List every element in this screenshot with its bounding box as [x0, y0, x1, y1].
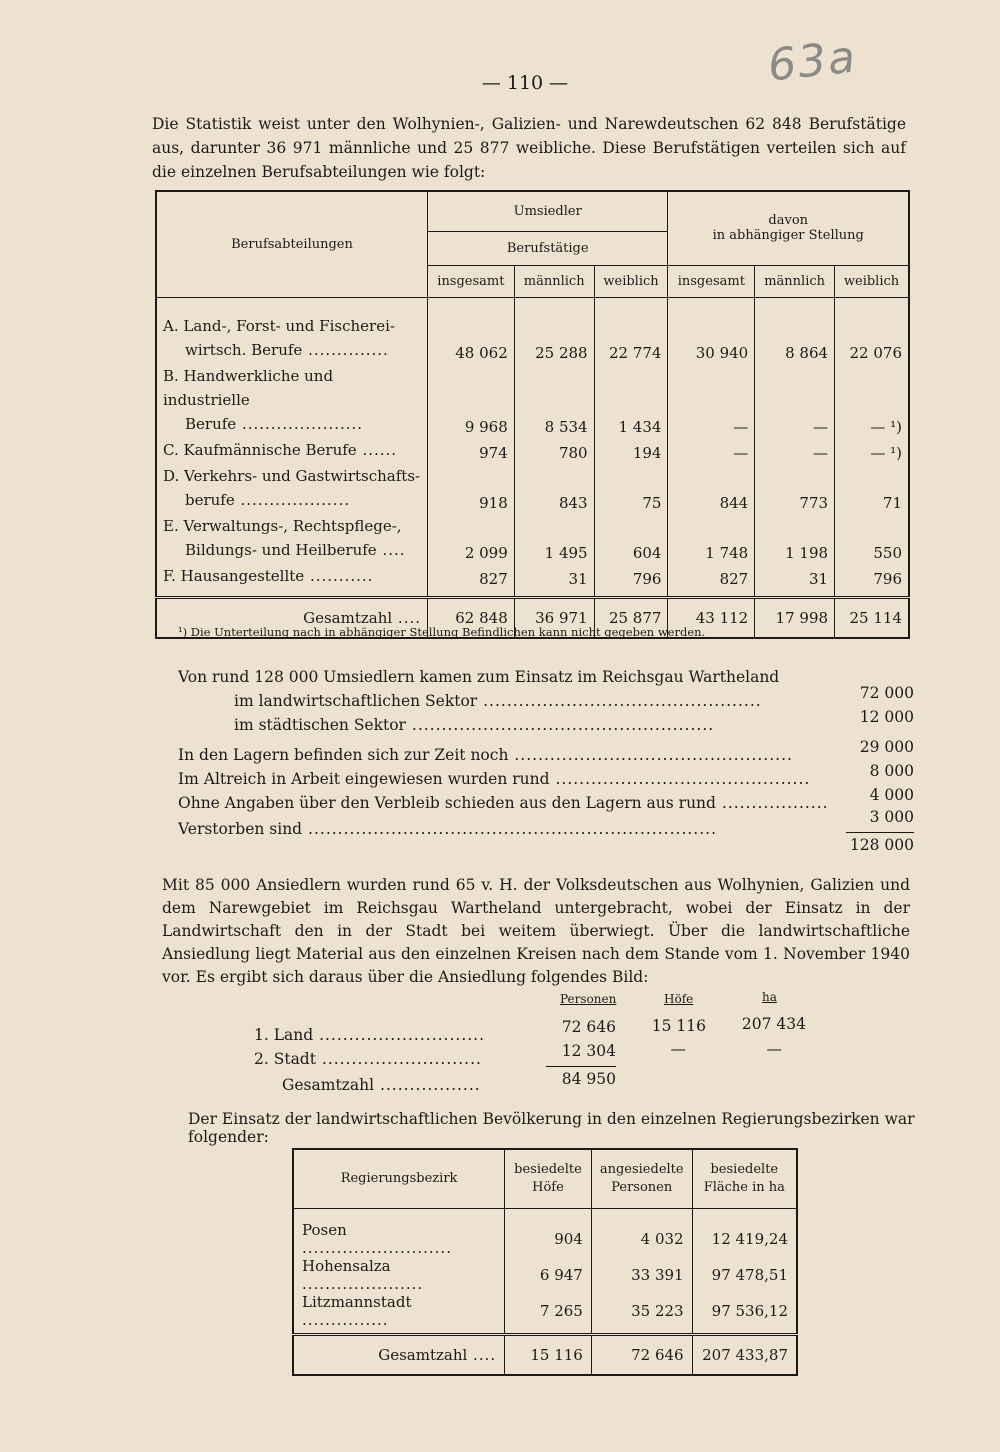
table-cell: 33 391: [591, 1257, 692, 1293]
table-cell: 31: [514, 564, 594, 598]
table-cell: 550: [835, 514, 909, 564]
table-cell: —: [668, 364, 755, 438]
table-cell: 844: [668, 464, 755, 514]
table-row: [156, 564, 909, 598]
summary-rule: [546, 1066, 616, 1067]
table-cell: 843: [514, 464, 594, 514]
list-intro: Von rund 128 000 Umsiedlern kamen zum Einsatz im Reichsgau Wartheland: [178, 668, 780, 686]
table-cell: 604: [594, 514, 668, 564]
total-label: Gesamtzahl ....: [293, 1335, 505, 1376]
table-cell: 25 288: [514, 297, 594, 364]
table-cell: 1 198: [755, 514, 835, 564]
table-cell: 773: [755, 464, 835, 514]
summary-label: 2. Stadt ...........................: [254, 1050, 482, 1068]
list-item-value: 72 000: [859, 684, 914, 702]
table-cell: 827: [668, 564, 755, 598]
table-cell: 1 434: [594, 364, 668, 438]
table-cell: 796: [594, 564, 668, 598]
row-label: B. Handwerkliche und industrielle Berufe .....................: [156, 364, 428, 438]
list-item-label: Ohne Angaben über den Verbleib schieden aus den Lagern aus rund ..................: [178, 794, 829, 812]
table-cell: 97 478,51: [692, 1257, 797, 1293]
summary-value: 207 434: [741, 1015, 806, 1033]
total-cell: 36 971: [514, 597, 594, 638]
list-item-value: 12 000: [859, 708, 914, 726]
intro-paragraph: Die Statistik weist unter den Wolhynien-, Galizien- und Narewdeutschen 62 848 Berufstätige aus, darunter 36 971 männliche und 25 877 weibliche. Diese Berufstätigen verteilen sich auf die einzelnen Berufsabteilungen wie folgt:: [152, 115, 906, 181]
total-cell: 62 848: [428, 597, 515, 638]
table-cell: 8 534: [514, 364, 594, 438]
table-row: [156, 297, 909, 364]
table-cell: 75: [594, 464, 668, 514]
table-cell: 48 062: [428, 297, 515, 364]
list-total: 128 000: [849, 836, 914, 854]
table-cell: 9 968: [428, 364, 515, 438]
table-cell: 31: [755, 564, 835, 598]
table-cell: 796: [835, 564, 909, 598]
col-header-personen: Personen: [560, 992, 617, 1006]
table-cell: 12 419,24: [692, 1209, 797, 1258]
table-row: [156, 364, 909, 438]
header-davon: [668, 191, 909, 265]
header-davon-line2: in abhängiger Stellung: [712, 228, 864, 244]
table-cell: —: [755, 364, 835, 438]
table-cell: 22 774: [594, 297, 668, 364]
total-cell: 72 646: [591, 1335, 692, 1376]
table-row: [156, 464, 909, 514]
total-row: [293, 1335, 797, 1376]
header-berufstaetige: Berufstätige: [428, 231, 668, 265]
header-col: weiblich: [594, 265, 668, 297]
table-row: [156, 514, 909, 564]
list-item-value: 8 000: [869, 762, 914, 780]
table-cell: 904: [505, 1209, 592, 1258]
table-cell: 30 940: [668, 297, 755, 364]
header-berufsabteilungen: Berufsabteilungen: [156, 191, 428, 297]
list-item-label: Verstorben sind .....................................................................: [178, 820, 717, 838]
header-col: insgesamt: [668, 265, 755, 297]
footnote: ¹) Die Unterteilung nach in abhängiger Stellung Befindlichen kann nicht gegeben werden.: [178, 625, 706, 639]
table-cell: 6 947: [505, 1257, 592, 1293]
header-col: weiblich: [835, 265, 909, 297]
col-header-ha: ha: [762, 990, 777, 1004]
table-cell: 97 536,12: [692, 1293, 797, 1335]
table-cell: —: [755, 438, 835, 464]
list-item-value: 3 000: [869, 808, 914, 826]
header-umsiedler: Umsiedler: [428, 191, 668, 231]
total-cell: 207 433,87: [692, 1335, 797, 1376]
settlement-paragraph: Mit 85 000 Ansiedlern wurden rund 65 v. H. der Volksdeutschen aus Wolhynien, Galizien und dem Narewgebiet im Reichsgau Wartheland untergebracht, wobei der Einsatz in der Landwirtschaft den in der Stadt bei weitem überwiegt. Über die landwirtschaftliche Ansiedlung liegt Material aus den einzelnen Kreisen nach dem Stande vom 1. November 1940 vor. Es ergibt sich daraus über die Ansiedlung folgendes Bild:: [162, 876, 910, 986]
header-col: insgesamt: [428, 265, 515, 297]
list-item-value: 4 000: [869, 786, 914, 804]
row-label: Posen ..........................: [293, 1209, 505, 1258]
summary-value: 15 116: [651, 1017, 706, 1035]
table-cell: 35 223: [591, 1293, 692, 1335]
table-row: [293, 1209, 797, 1258]
table-cell: 1 495: [514, 514, 594, 564]
table-row: [293, 1293, 797, 1335]
handwritten-annotation: 63a: [765, 31, 860, 92]
summary-value: 72 646: [561, 1018, 616, 1036]
table-cell: 918: [428, 464, 515, 514]
table-cell: —: [668, 438, 755, 464]
sum-rule: [846, 832, 914, 833]
row-label: F. Hausangestellte ...........: [156, 564, 428, 598]
total-cell: 25 114: [835, 597, 909, 638]
table-cell: 780: [514, 438, 594, 464]
header-davon-line1: davon: [768, 213, 809, 229]
list-item-label: Im Altreich in Arbeit eingewiesen wurden rund ...........................................: [178, 770, 811, 788]
page-number: — 110 —: [481, 72, 569, 94]
row-label: E. Verwaltungs-, Rechtspflege-, Bildungs- und Heilberufe ....: [156, 514, 428, 564]
row-label: D. Verkehrs- und Gastwirtschafts- berufe ...................: [156, 464, 428, 514]
header-personen: angesiedelte Personen: [591, 1149, 692, 1209]
list-item-label: im städtischen Sektor ...................................................: [234, 716, 715, 734]
row-label: Hohensalza .....................: [293, 1257, 505, 1293]
summary-total-label: Gesamtzahl .................: [282, 1076, 481, 1094]
row-label: Litzmannstadt ...............: [293, 1293, 505, 1335]
col-header-hoefe: Höfe: [664, 992, 694, 1006]
total-cell: 15 116: [505, 1335, 592, 1376]
list-item-value: 29 000: [859, 738, 914, 756]
header-hoefe: besiedelte Höfe: [505, 1149, 592, 1209]
table-cell: 827: [428, 564, 515, 598]
list-item-label: In den Lagern befinden sich zur Zeit noch ...............................................: [178, 746, 793, 764]
table-cell: 194: [594, 438, 668, 464]
occupation-table: [155, 190, 910, 639]
total-label: Gesamtzahl ....: [156, 597, 428, 638]
summary-value: —: [670, 1040, 686, 1058]
table-cell: 22 076: [835, 297, 909, 364]
row-label: A. Land-, Forst- und Fischerei- wirtsch. Berufe ..............: [156, 297, 428, 364]
district-table: [292, 1148, 798, 1376]
table-row: [293, 1257, 797, 1293]
table-row: [156, 438, 909, 464]
table-cell: 71: [835, 464, 909, 514]
table-cell: — ¹): [835, 438, 909, 464]
summary-total: 84 950: [561, 1070, 616, 1088]
total-cell: 25 877: [594, 597, 668, 638]
row-label: C. Kaufmännische Berufe ......: [156, 438, 428, 464]
table-cell: 1 748: [668, 514, 755, 564]
summary-value: —: [766, 1040, 782, 1058]
table-cell: 7 265: [505, 1293, 592, 1335]
total-cell: 43 112: [668, 597, 755, 638]
header-flaeche: besiedelte Fläche in ha: [692, 1149, 797, 1209]
total-cell: 17 998: [755, 597, 835, 638]
table-cell: — ¹): [835, 364, 909, 438]
header-regierungsbezirk: Regierungsbezirk: [293, 1149, 505, 1209]
table3-intro: Der Einsatz der landwirtschaftlichen Bevölkerung in den einzelnen Regierungsbezirken war folgender:: [188, 1110, 915, 1146]
table-cell: 974: [428, 438, 515, 464]
header-col: männlich: [514, 265, 594, 297]
table-cell: 8 864: [755, 297, 835, 364]
summary-label: 1. Land ............................: [254, 1026, 486, 1044]
table-cell: 2 099: [428, 514, 515, 564]
header-col: männlich: [755, 265, 835, 297]
table-cell: 4 032: [591, 1209, 692, 1258]
list-item-label: im landwirtschaftlichen Sektor ...............................................: [234, 692, 762, 710]
summary-value: 12 304: [561, 1042, 616, 1060]
